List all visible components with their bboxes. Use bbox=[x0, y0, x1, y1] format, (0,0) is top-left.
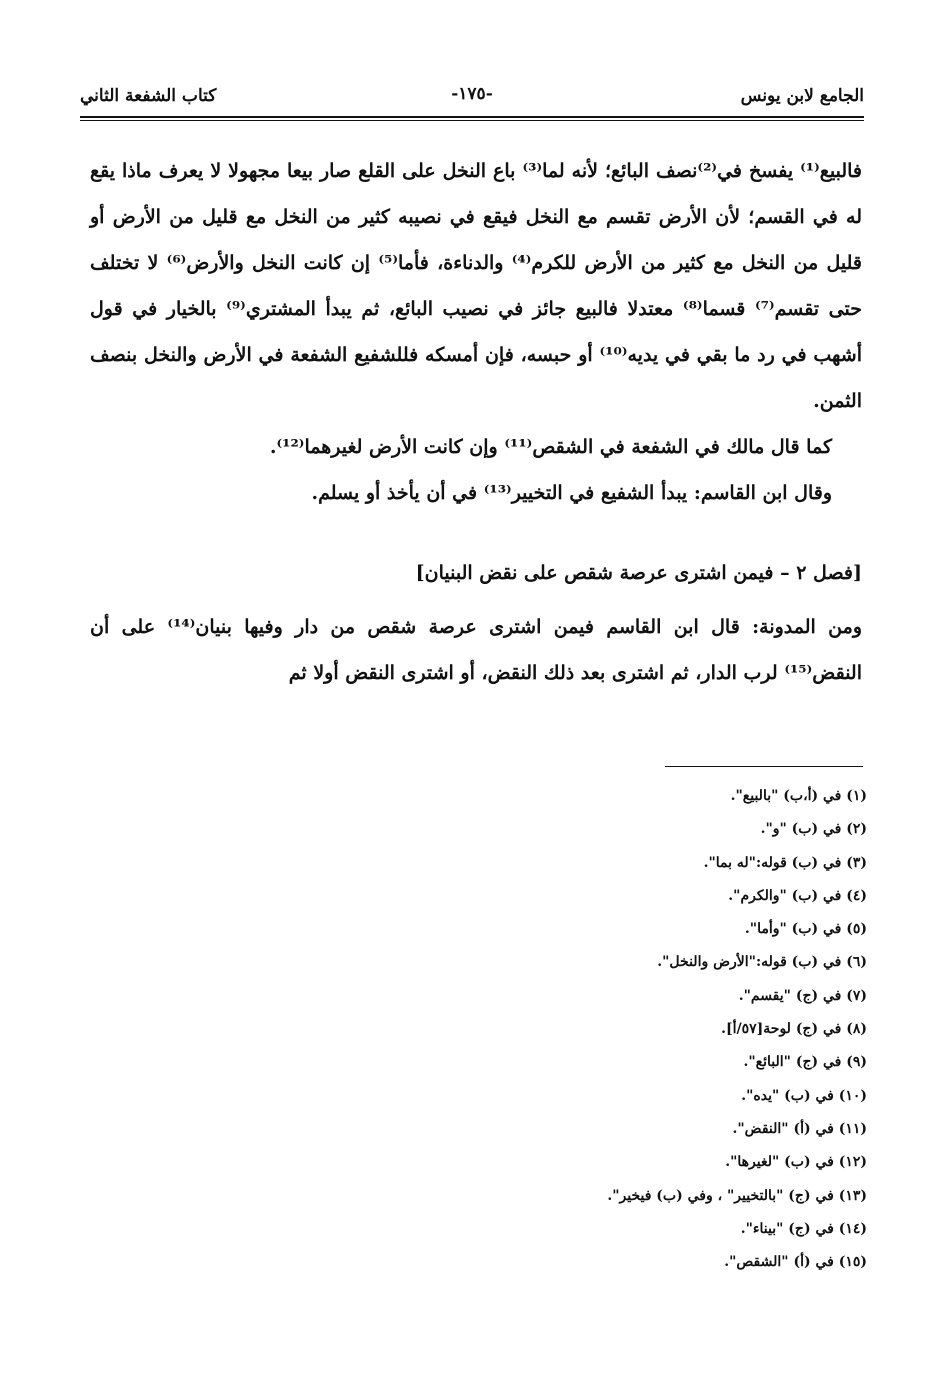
header-chapter-title: كتاب الشفعة الثاني bbox=[80, 86, 217, 106]
paragraph: وقال ابن القاسم: يبدأ الشفيع في التخيير⁽¹³⁾ في أن يأخذ أو يسلم. bbox=[311, 482, 832, 504]
page-header bbox=[80, 82, 864, 112]
paragraph: فالبيع⁽¹⁾ يفسخ في⁽²⁾نصف البائع؛ لأنه لما⁽³⁾ باع النخل على القلع صار بيعا مجهولا لا يعرف ماذا يقع له في القسم؛ لأن الأرض تقسم مع النخل فيقع في نصيبه كثير من النخل مع قليل من الأرض أو قليل من النخل مع كثير من الأرض للكرم⁽⁴⁾ والدناءة، فأما⁽⁵⁾ إن كانت النخل والأرض⁽⁶⁾ لا تختلف حتى تقسم⁽⁷⁾ قسما⁽⁸⁾ معتدلا فالبيع جائز في نصيب البائع، ثم يبدأ المشتري⁽⁹⁾ بالخيار في قول أشهب في رد ما بقي في يديه⁽¹⁰⁾ أو حبسه، فإن أمسكه فللشفيع الشفعة في الأرض والنخل بنصف الثمن. bbox=[90, 160, 863, 412]
footnote: (٥) في (ب) "وأما". bbox=[744, 921, 867, 938]
header-book-title: الجامع لابن يونس bbox=[740, 86, 864, 106]
main-text bbox=[90, 148, 862, 516]
footnotes bbox=[367, 780, 867, 1279]
footnote: (٧) في (ج) "يقسم". bbox=[738, 987, 867, 1004]
footnote: (١٤) في (ج) "بيناء". bbox=[740, 1220, 867, 1237]
footnote-divider bbox=[665, 766, 863, 767]
footnote: (١٠) في (ب) "يده". bbox=[741, 1087, 867, 1104]
paragraph: كما قال مالك في الشفعة في الشقص⁽¹¹⁾ وإن كانت الأرض لغيرهما⁽¹²⁾. bbox=[269, 436, 832, 458]
footnote: (١٥) في (أ) "الشقص". bbox=[724, 1254, 867, 1271]
header-divider bbox=[80, 116, 864, 121]
section-heading: [فصل ٢ – فيمن اشترى عرصة شقص على نقض البنيان] bbox=[415, 562, 862, 584]
footnote: (٢) في (ب) "و". bbox=[760, 821, 867, 838]
footnote: (١٢) في (ب) "لغيرها". bbox=[725, 1154, 867, 1171]
footnote: (٤) في (ب) "والكرم". bbox=[728, 887, 867, 904]
footnote: (٦) في (ب) قوله:"الأرض والنخل". bbox=[657, 954, 867, 971]
footnote: (٨) في (ج) لوحة[٥٧/أ]. bbox=[721, 1021, 867, 1038]
paragraph: ومن المدونة: قال ابن القاسم فيمن اشترى عرصة شقص من دار وفيها بنيان⁽¹⁴⁾ على أن النقض⁽¹⁵⁾ لرب الدار، ثم اشترى بعد ذلك النقض، أو اشترى النقض أولا ثم bbox=[90, 616, 862, 684]
page-number: -١٧٥- bbox=[451, 84, 493, 104]
footnote: (١١) في (أ) "النقض". bbox=[732, 1120, 867, 1137]
footnote: (٣) في (ب) قوله:"له بما". bbox=[703, 854, 867, 871]
footnote: (١) في (أ،ب) "بالبيع". bbox=[730, 788, 867, 804]
section-body bbox=[90, 604, 862, 696]
footnote: (١٣) في (ج) "بالتخيير" ، وفي (ب) فيخير". bbox=[607, 1187, 867, 1204]
footnote: (٩) في (ج) "البائع". bbox=[743, 1054, 867, 1071]
